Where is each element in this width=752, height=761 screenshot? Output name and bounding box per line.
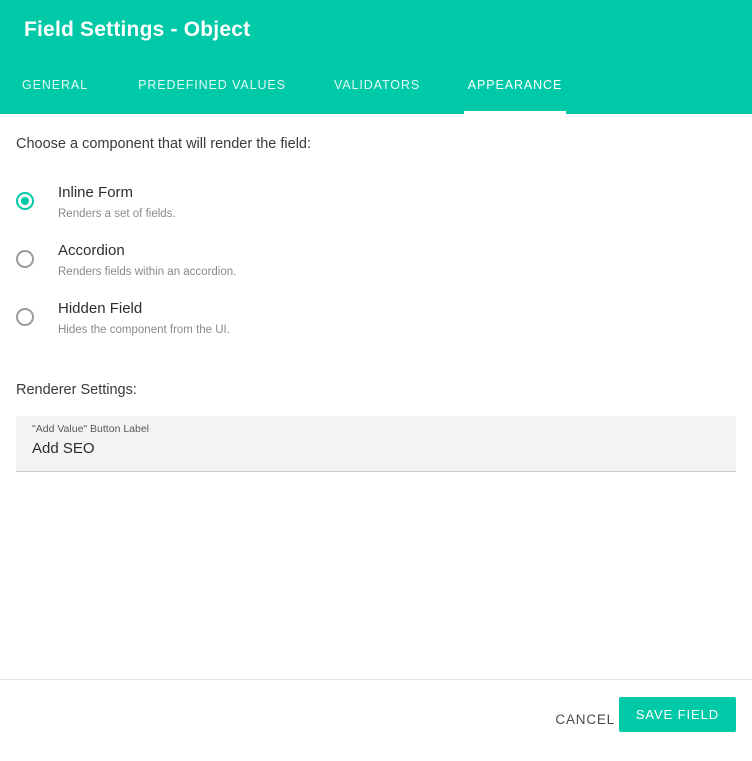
- save-field-button[interactable]: SAVE FIELD: [619, 697, 736, 732]
- option-label: Inline Form: [58, 184, 134, 201]
- dialog-footer: [0, 679, 752, 761]
- dialog-body: [0, 114, 752, 761]
- page-title: Field Settings - Object: [24, 18, 251, 41]
- tab-predefined-values[interactable]: PREDEFINED VALUES: [138, 77, 286, 92]
- option-inline-form[interactable]: [16, 170, 716, 228]
- option-label: Hidden Field: [58, 300, 143, 317]
- cancel-button[interactable]: CANCEL: [549, 704, 621, 735]
- radio-hidden-field[interactable]: [16, 308, 34, 326]
- option-hidden-field[interactable]: [16, 286, 716, 344]
- option-accordion[interactable]: [16, 228, 716, 286]
- option-description: Hides the component from the UI.: [58, 324, 230, 336]
- add-value-button-label-input[interactable]: [32, 440, 692, 457]
- field-label: "Add Value" Button Label: [32, 423, 150, 435]
- component-radio-group: [16, 170, 716, 344]
- renderer-settings-title: Renderer Settings:: [16, 382, 137, 398]
- dialog-header: [0, 0, 752, 114]
- option-description: Renders fields within an accordion.: [58, 266, 237, 278]
- tab-appearance[interactable]: APPEARANCE: [464, 70, 566, 114]
- tab-bar: [0, 70, 752, 114]
- radio-inline-form[interactable]: [16, 192, 34, 210]
- option-label: Accordion: [58, 242, 125, 259]
- tab-validators[interactable]: VALIDATORS: [333, 77, 421, 92]
- component-prompt: Choose a component that will render the field:: [16, 136, 312, 152]
- option-description: Renders a set of fields.: [58, 208, 176, 220]
- tab-general[interactable]: GENERAL: [21, 77, 89, 92]
- add-value-button-label-field[interactable]: [16, 416, 736, 472]
- radio-accordion[interactable]: [16, 250, 34, 268]
